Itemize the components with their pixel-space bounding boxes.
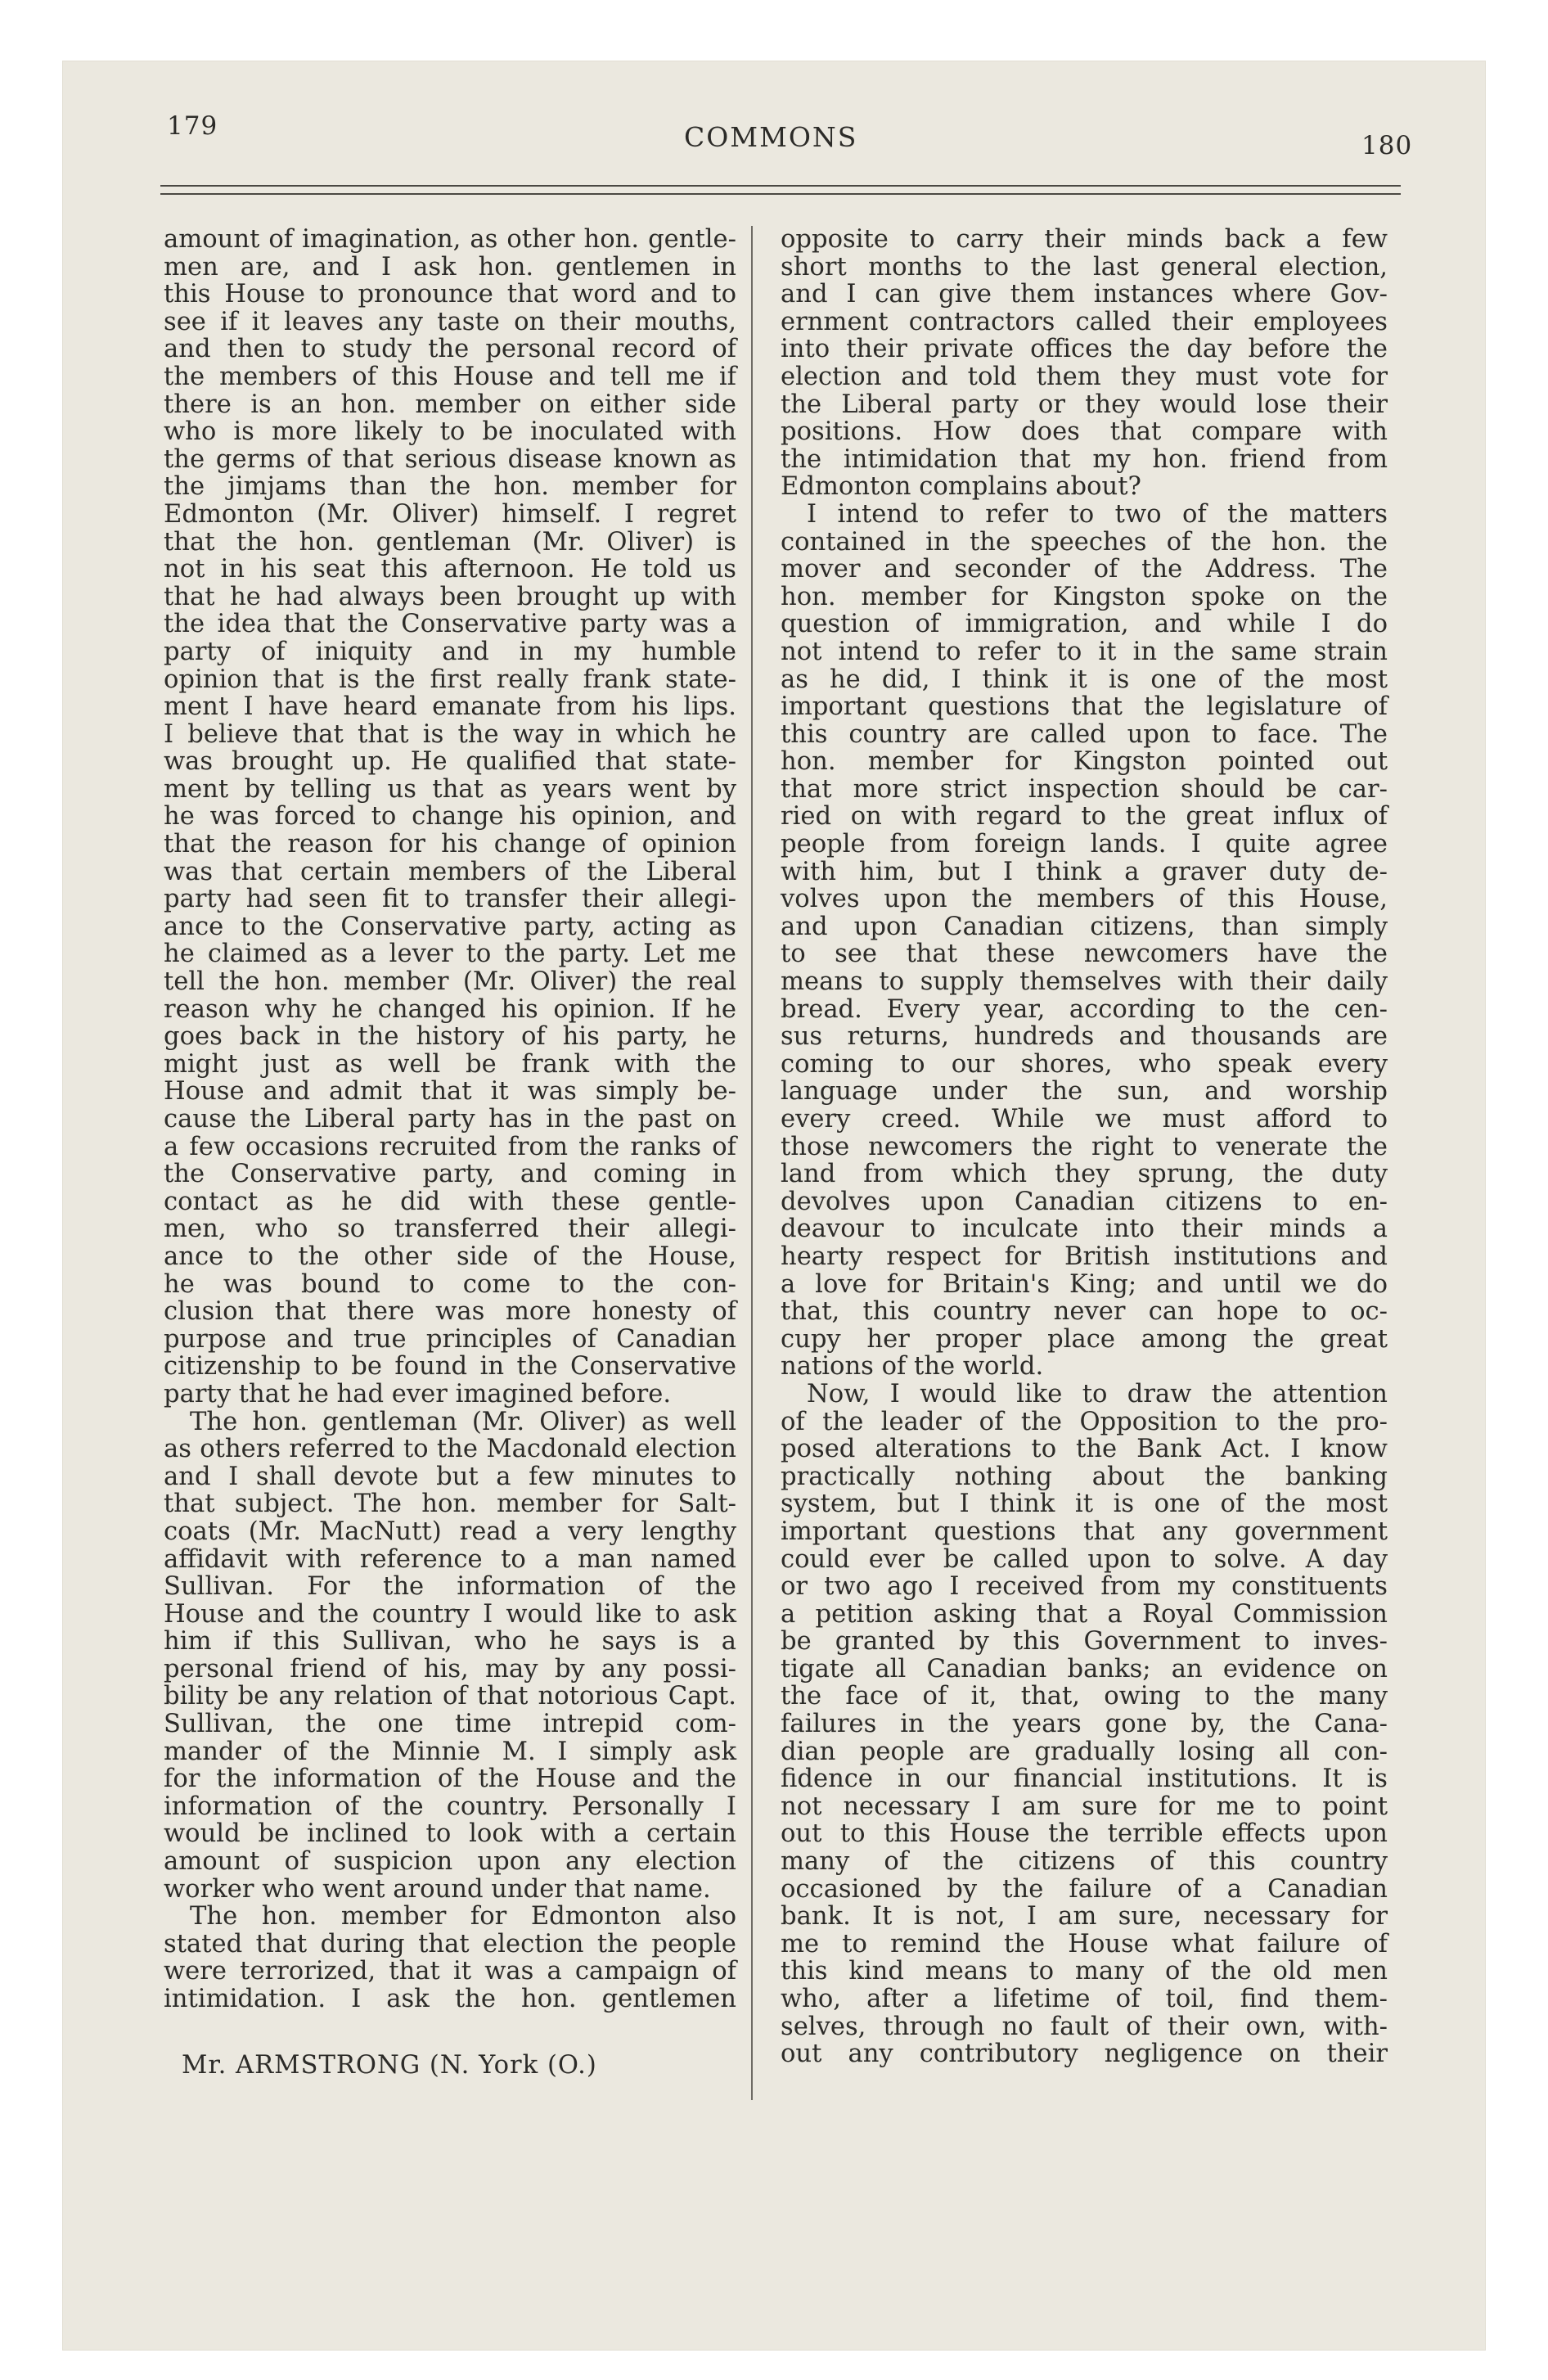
text-line: hon. member for Kingston spoke on the (781, 582, 1388, 611)
page-number-left: 179 (167, 111, 218, 141)
text-line: information of the country. Personally I (164, 1792, 736, 1821)
text-line: that more strict inspection should be car- (781, 774, 1388, 804)
text-line: of the leader of the Opposition to the pro- (781, 1407, 1388, 1436)
text-line: language under the sun, and worship (781, 1077, 1388, 1107)
text-line: stated that during that election the people (164, 1929, 736, 1959)
text-line: men are, and I ask hon. gentlemen in (164, 252, 736, 282)
text-line: this country are called upon to face. The (781, 719, 1388, 749)
text-line: as he did, I think it is one of the most (781, 665, 1388, 694)
text-line: who, after a lifetime of toil, find them- (781, 1985, 1388, 2013)
page-number-right: 180 (1361, 131, 1413, 160)
text-line: coats (Mr. MacNutt) read a very lengthy (164, 1517, 736, 1546)
text-line: into their private offices the day before the (781, 335, 1388, 364)
text-line: the Conservative party, and coming in (164, 1160, 736, 1189)
text-line: mover and seconder of the Address. The (781, 555, 1388, 584)
text-line: I believe that that is the way in which he (164, 719, 736, 749)
text-line: important questions that any government (781, 1517, 1388, 1546)
text-line: personal friend of his, may by any possi- (164, 1654, 736, 1684)
text-line: and I shall devote but a few minutes to (164, 1462, 736, 1491)
text-line: bank. It is not, I am sure, necessary for (781, 1902, 1388, 1931)
text-line: question of immigration, and while I do (781, 610, 1388, 639)
text-line: Edmonton complains about? (781, 472, 1141, 502)
text-line: a love for Britain's King; and until we do (781, 1269, 1388, 1299)
text-line: purpose and true principles of Canadian (164, 1324, 736, 1354)
text-line: bread. Every year, according to the cen- (781, 994, 1388, 1024)
text-line: intimidation. I ask the hon. gentlemen (164, 1985, 736, 2013)
text-line: be granted by this Government to inves- (781, 1627, 1388, 1657)
text-line: means to supply themselves with their daily (781, 967, 1388, 997)
text-line: not in his seat this afternoon. He told us (164, 555, 736, 584)
text-line: and then to study the personal record of (164, 335, 736, 364)
text-line: a few occasions recruited from the ranks of (164, 1132, 736, 1161)
text-line: was brought up. He qualified that state- (164, 747, 736, 777)
text-line: those newcomers the right to venerate the (781, 1132, 1388, 1161)
text-line: tell the hon. member (Mr. Oliver) the real (164, 967, 736, 997)
text-line: contained in the speeches of the hon. the (781, 527, 1388, 557)
text-line: practically nothing about the banking (781, 1462, 1388, 1491)
text-line: The hon. member for Edmonton also (190, 1902, 736, 1931)
text-line: every creed. While we must afford to (781, 1105, 1388, 1134)
text-line: were terrorized, that it was a campaign of (164, 1957, 736, 1986)
text-line: selves, through no fault of their own, with- (781, 2012, 1388, 2041)
text-line: fidence in our financial institutions. It is (781, 1765, 1388, 1794)
text-line: occasioned by the failure of a Canadian (781, 1874, 1388, 1904)
text-line: positions. How does that compare with (781, 417, 1388, 447)
text-line: the jimjams than the hon. member for (164, 472, 736, 502)
text-line: ment I have heard emanate from his lips. (164, 692, 736, 722)
text-line: dian people are gradually losing all con- (781, 1737, 1388, 1766)
text-line: coming to our shores, who speak every (781, 1049, 1388, 1079)
text-line: posed alterations to the Bank Act. I know (781, 1435, 1388, 1464)
text-line: nations of the world. (781, 1352, 1044, 1382)
text-line: citizenship to be found in the Conservative (164, 1352, 736, 1382)
text-line: that subject. The hon. member for Salt- (164, 1490, 736, 1519)
text-line: deavour to inculcate into their minds a (781, 1215, 1388, 1244)
text-line: reason why he changed his opinion. If he (164, 994, 736, 1024)
text-line: ernment contractors called their employees (781, 307, 1388, 336)
left-column (164, 226, 736, 2013)
text-line: bility be any relation of that notorious Capt. (164, 1682, 736, 1711)
text-line: people from foreign lands. I quite agree (781, 830, 1388, 859)
text-line: hon. member for Kingston pointed out (781, 747, 1388, 777)
text-line: that, this country never can hope to oc- (781, 1297, 1388, 1327)
text-line: this kind means to many of the old men (781, 1957, 1388, 1986)
text-line: amount of suspicion upon any election (164, 1847, 736, 1877)
text-line: me to remind the House what failure of (781, 1929, 1388, 1959)
text-line: goes back in the history of his party, he (164, 1022, 736, 1052)
text-line: him if this Sullivan, who he says is a (164, 1627, 736, 1657)
text-line: short months to the last general election, (781, 252, 1388, 282)
text-line: mander of the Minnie M. I simply ask (164, 1737, 736, 1766)
speaker-attribution: Mr. ARMSTRONG (N. York (O.) (182, 2051, 597, 2080)
text-line: a petition asking that a Royal Commission (781, 1599, 1388, 1629)
text-line: ance to the other side of the House, (164, 1242, 736, 1271)
text-line: see if it leaves any taste on their mouths, (164, 307, 736, 336)
text-line: there is an hon. member on either side (164, 390, 736, 419)
text-line: he claimed as a lever to the party. Let me (164, 940, 736, 969)
text-line: Edmonton (Mr. Oliver) himself. I regret (164, 499, 736, 529)
text-line: this House to pronounce that word and to (164, 280, 736, 309)
text-line: system, but I think it is one of the most (781, 1490, 1388, 1519)
text-line: and I can give them instances where Gov- (781, 280, 1388, 309)
text-line: Sullivan, the one time intrepid com- (164, 1710, 736, 1739)
text-line: could ever be called upon to solve. A day (781, 1544, 1388, 1574)
text-line: devolves upon Canadian citizens to en- (781, 1187, 1388, 1216)
text-line: might just as well be frank with the (164, 1049, 736, 1079)
text-line: party had seen fit to transfer their allegi- (164, 885, 736, 914)
text-line: The hon. gentleman (Mr. Oliver) as well (190, 1407, 736, 1436)
text-line: that the reason for his change of opinion (164, 830, 736, 859)
text-line: House and admit that it was simply be- (164, 1077, 736, 1107)
text-line: opposite to carry their minds back a few (781, 225, 1388, 254)
text-line: many of the citizens of this country (781, 1847, 1388, 1877)
text-line: opinion that is the first really frank state- (164, 665, 736, 694)
text-line: contact as he did with these gentle- (164, 1187, 736, 1216)
text-line: or two ago I received from my constituents (781, 1572, 1388, 1602)
text-line: the Liberal party or they would lose their (781, 390, 1388, 419)
text-line: out any contributory negligence on their (781, 2040, 1388, 2069)
text-line: Sullivan. For the information of the (164, 1572, 736, 1602)
text-line: out to this House the terrible effects upon (781, 1819, 1388, 1849)
text-line: worker who went around under that name. (164, 1874, 711, 1904)
text-line: I intend to refer to two of the matters (807, 499, 1388, 529)
text-line: the intimidation that my hon. friend from (781, 444, 1388, 474)
text-line: that he had always been brought up with (164, 582, 736, 611)
text-line: failures in the years gone by, the Cana- (781, 1710, 1388, 1739)
text-line: important questions that the legislature of (781, 692, 1388, 722)
text-line: he was bound to come to the con- (164, 1269, 736, 1299)
right-column (781, 226, 1388, 2068)
text-line: amount of imagination, as other hon. gentle- (164, 225, 736, 254)
text-line: for the information of the House and the (164, 1765, 736, 1794)
text-line: who is more likely to be inoculated with (164, 417, 736, 447)
column-divider (751, 226, 753, 2100)
text-line: the face of it, that, owing to the many (781, 1682, 1388, 1711)
header-rule-top (160, 185, 1401, 187)
text-line: ried on with regard to the great influx of (781, 802, 1388, 832)
text-line: with him, but I think a graver duty de- (781, 857, 1388, 886)
text-line: party that he had ever imagined before. (164, 1379, 672, 1409)
text-line: House and the country I would like to ask (164, 1599, 736, 1629)
text-line: not intend to refer to it in the same strain (781, 637, 1388, 666)
text-line: ment by telling us that as years went by (164, 774, 736, 804)
text-line: the germs of that serious disease known as (164, 444, 736, 474)
text-line: he was forced to change his opinion, and (164, 802, 736, 832)
text-line: men, who so transferred their allegi- (164, 1215, 736, 1244)
text-line: as others referred to the Macdonald election (164, 1435, 736, 1464)
text-line: that the hon. gentleman (Mr. Oliver) is (164, 527, 736, 557)
text-line: land from which they sprung, the duty (781, 1160, 1388, 1189)
running-head: COMMONS (684, 121, 858, 153)
text-line: the members of this House and tell me if (164, 362, 736, 391)
text-line: election and told them they must vote for (781, 362, 1388, 391)
text-line: volves upon the members of this House, (781, 885, 1388, 914)
text-line: clusion that there was more honesty of (164, 1297, 736, 1327)
text-line: sus returns, hundreds and thousands are (781, 1022, 1388, 1052)
text-line: Now, I would like to draw the attention (807, 1379, 1388, 1409)
text-line: cause the Liberal party has in the past on (164, 1105, 736, 1134)
text-line: cupy her proper place among the great (781, 1324, 1388, 1354)
text-line: would be inclined to look with a certain (164, 1819, 736, 1849)
text-line: tigate all Canadian banks; an evidence on (781, 1654, 1388, 1684)
text-line: was that certain members of the Liberal (164, 857, 736, 886)
text-line: hearty respect for British institutions and (781, 1242, 1388, 1271)
text-line: party of iniquity and in my humble (164, 637, 736, 666)
text-line: the idea that the Conservative party was a (164, 610, 736, 639)
text-line: to see that these newcomers have the (781, 940, 1388, 969)
text-line: and upon Canadian citizens, than simply (781, 912, 1388, 941)
text-line: affidavit with reference to a man named (164, 1544, 736, 1574)
text-line: ance to the Conservative party, acting as (164, 912, 736, 941)
header-rule-bottom (160, 193, 1401, 195)
text-line: not necessary I am sure for me to point (781, 1792, 1388, 1821)
